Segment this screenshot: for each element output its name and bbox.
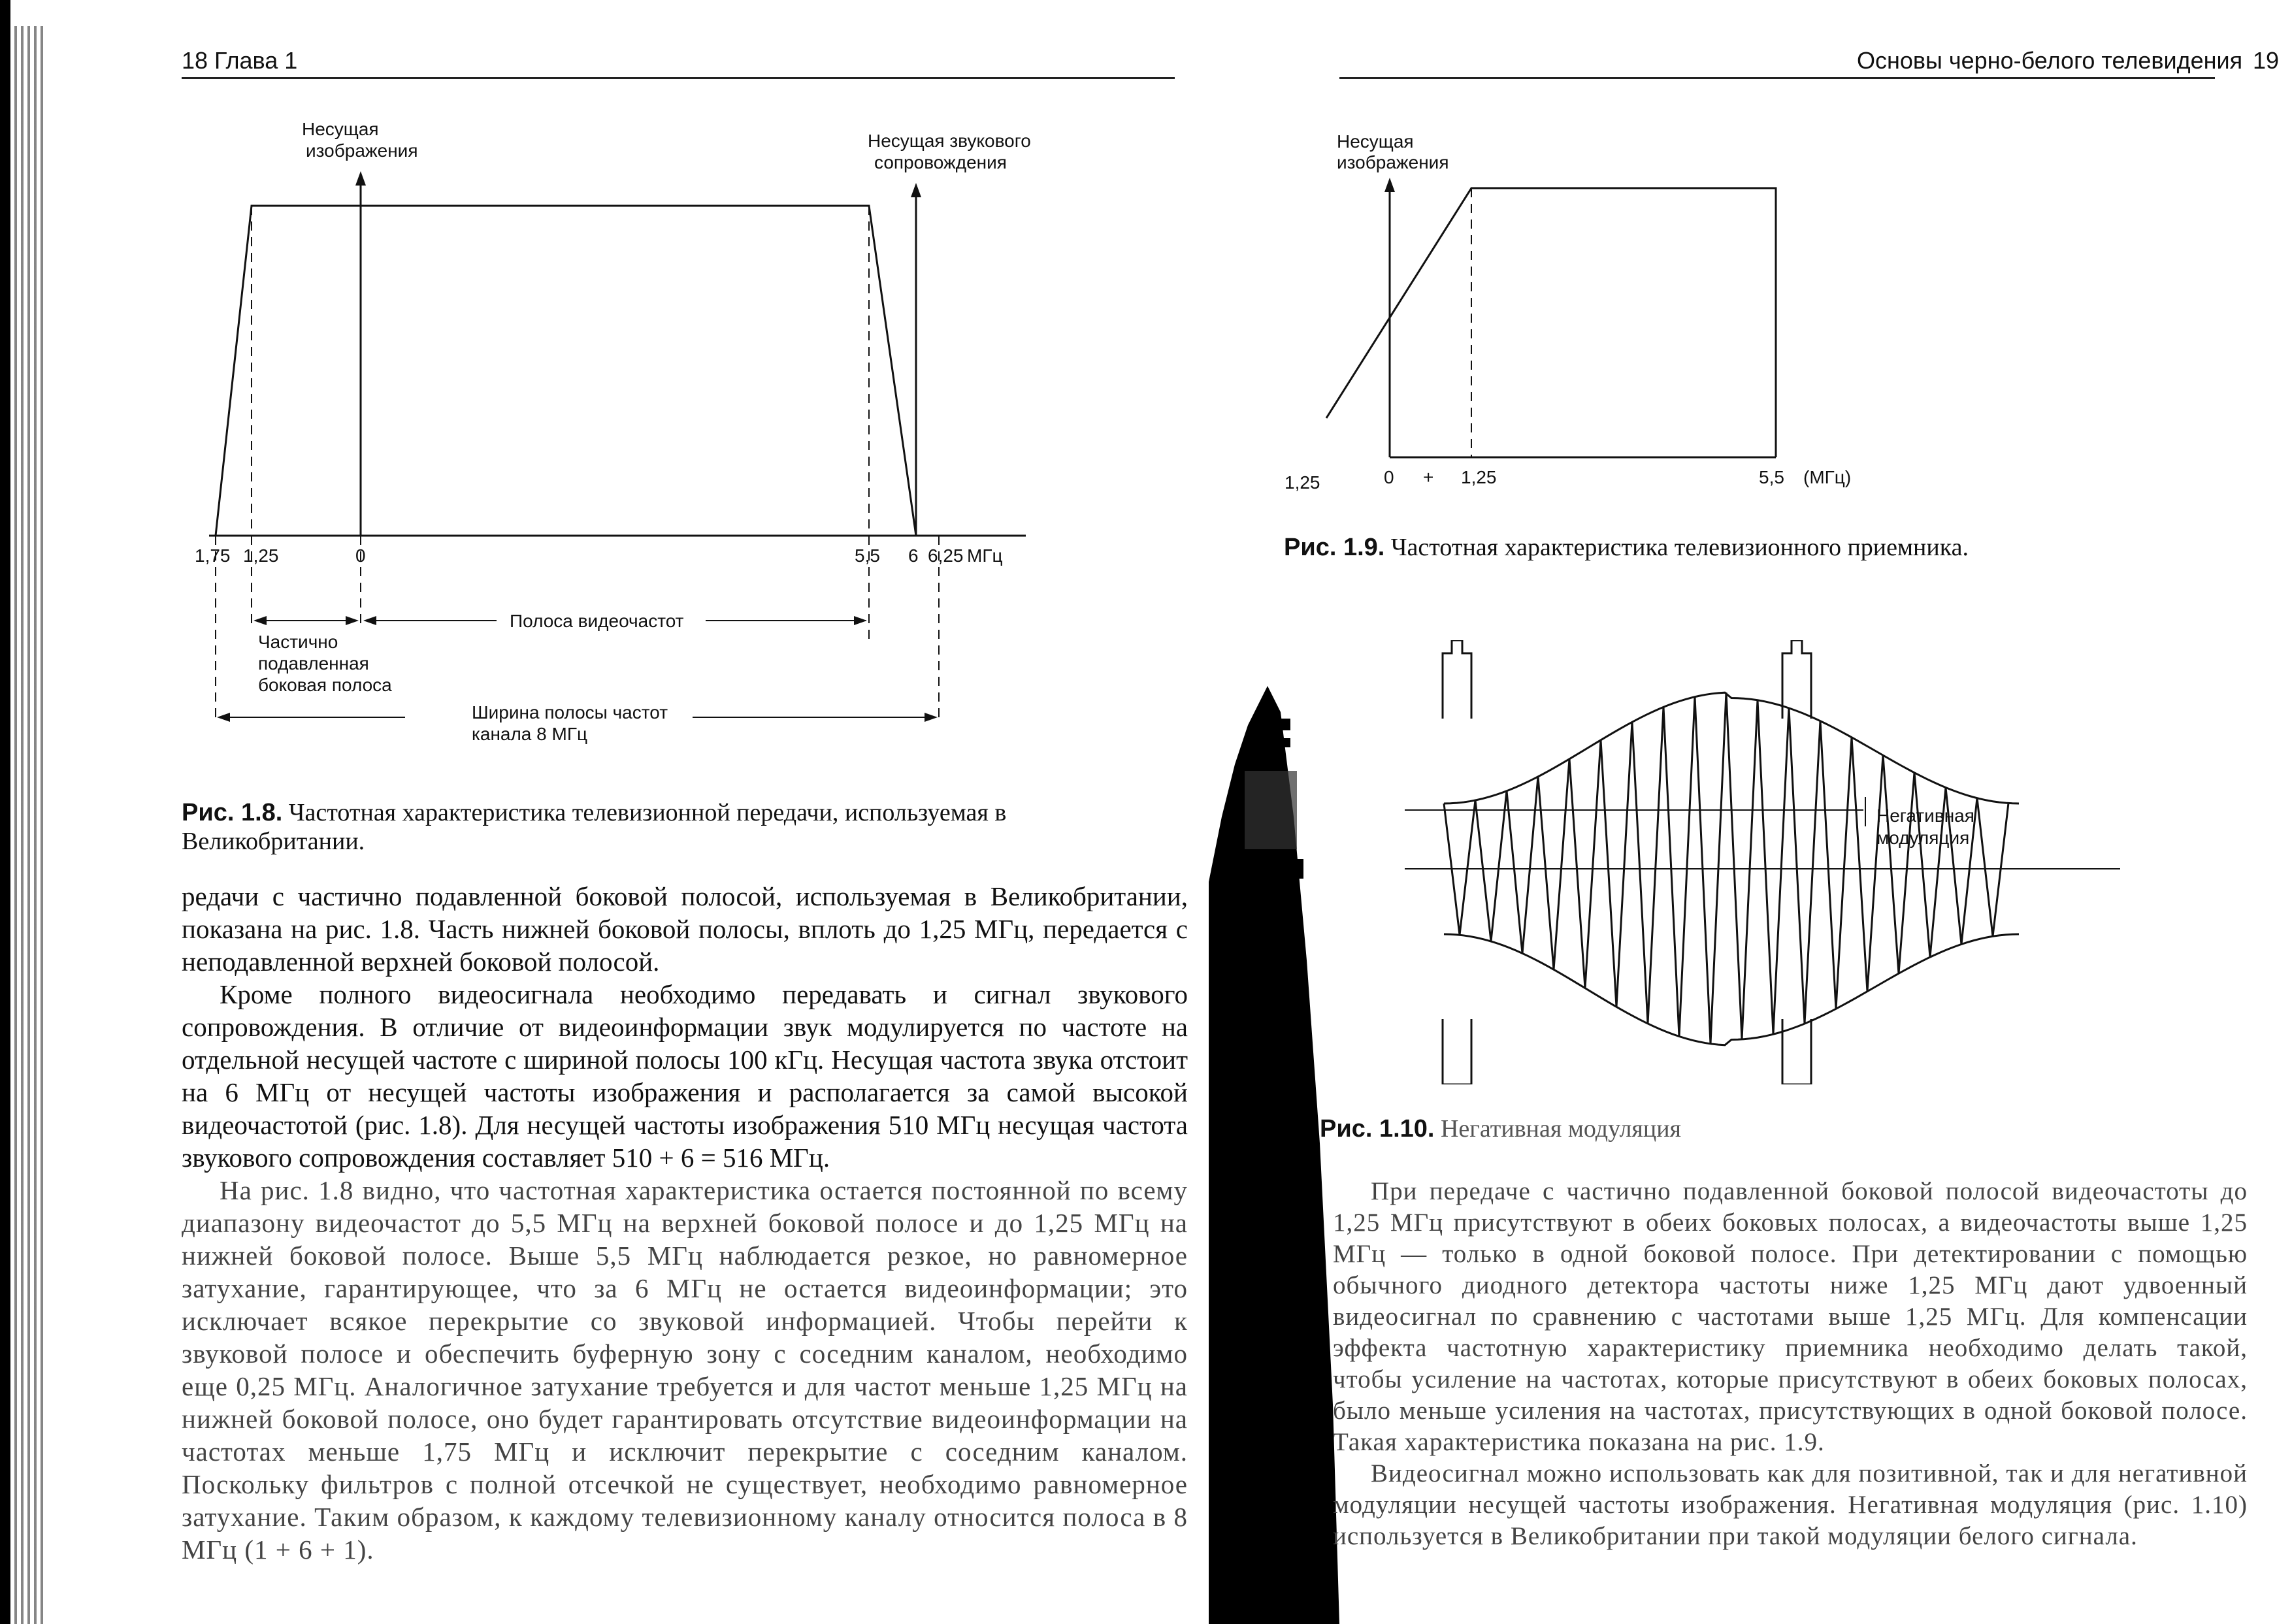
fig110-carrier-zigzag [1444, 692, 2008, 1044]
fig19-tick-neg: 1,25 [1285, 472, 1320, 493]
left-paragraph-3: На рис. 1.8 видно, что частотная характеристика остается постоянной по всему диапазону видеочастот до 5,5 МГц на верхней боковой полосе и до 1,25 МГц на нижней боковой полосе. Выше 5,5 МГц наблюдается резкое, но равномерное затухание, гарантирующее, что за 6 МГц не остается видеоинформации; это исключает всякое перекрытие со звуковой информацией. Чтобы перейти к звуковой полосе и обеспечить буферную зону с соседним каналом, необходимо еще 0,25 МГц. Аналогичное затухание требуется и для частот меньше 1,25 МГц на нижней боковой полосе, оно будет гарантировать отсутствие видеоинформации на частотах меньше 1,75 МГц и исключит перекрытие с соседним каналом. Поскольку фильтров с полной отсечкой не существует, необходимо равномерное затухание. Таким образом, к каждому телевизионному каналу относится полоса в 8 МГц (1 + 6 + 1). [182, 1175, 1188, 1565]
fig110-envelope-lower [1444, 934, 2019, 1045]
gutter-shadow-top [1245, 719, 1303, 882]
fig18-tick-0: 0 [355, 545, 366, 566]
right-paragraph-1: При передаче с частично подавленной боковой полосой видеочастоты до 1,25 МГц присутствуют в обеих боковых полосах, а видеочастоты выше 1,25 МГц — только в одной боковой полосе. При детектировании с помощью обычного диодного детектора частоты ниже 1,25 МГц дают удвоенный видеосигнал по сравнению с частотами выше 1,25 МГц. Для компенсации эффекта частотную характеристику приемника необходимо делать такой, чтобы усиление на частотах, которые присутствуют в обеих боковых полосах, было меньше усиления на частотах, присутствующих в одной боковой полосе. Такая характеристика показана на рис. 1.9. [1333, 1177, 2248, 1456]
fig18-response-curve [216, 206, 916, 536]
right-header-rule [1339, 77, 2215, 79]
right-paragraph-2: Видеосигнал можно использовать как для позитивной, так и для негативной модуляции несущей частоты изображения. Негативная модуляция (рис. 1.10) используется в Великобритании при такой модуляции белого сигнала. [1333, 1459, 2248, 1550]
left-running-header: 18 Глава 1 [182, 47, 298, 74]
fig19-label-image-2: изображения [1337, 152, 1449, 172]
fig18-tick-55: 5,5 [855, 545, 880, 566]
fig19-tick-unit: (МГц) [1803, 467, 1852, 487]
binding-left-shadow [14, 26, 43, 1624]
fig18-label-channel-1: Ширина полосы частот [472, 702, 668, 723]
figure-1-9 [1281, 131, 1869, 496]
fig110-label-negative-1: Негативная [1876, 805, 1974, 826]
fig19-tick-125: 1,25 [1461, 467, 1497, 487]
caption-1-10-text: Негативная модуляция [1440, 1115, 1682, 1143]
fig18-label-vsb-1: Частично [258, 632, 338, 652]
fig18-tick-175: 1,75 [195, 545, 231, 566]
figure-1-8 [189, 118, 1052, 758]
fig19-tick-0: 0 [1384, 467, 1394, 487]
fig19-response-curve [1326, 188, 1776, 457]
fig18-tick-6: 6 [908, 545, 919, 566]
caption-1-9-text: Частотная характеристика телевизионного приемника. [1390, 534, 1969, 561]
fig19-tick-plus: + [1423, 467, 1434, 487]
left-paragraph-2: Кроме полного видеосигнала необходимо передавать и сигнал звукового сопровождения. В отличие от видеоинформации звук модулируется по частоте на отдельной несущей частоте с шириной полосы 100 кГц. Несущая частота звука отстоит на 6 МГц от несущей частоты изображения и располагается за самой высокой видеочастотой (рис. 1.8). Для несущей частоты изображения 510 МГц несущая частота звукового сопровождения составляет 510 + 6 = 516 МГц. [182, 979, 1188, 1173]
fig18-label-video-band: Полоса видеочастот [510, 611, 684, 631]
fig110-sync-pulse-left [1443, 640, 1471, 1084]
fig18-label-channel-2: канала 8 МГц [472, 724, 588, 744]
binding-left-bar [0, 0, 10, 1624]
fig110-label-negative-2: модуляция [1876, 828, 1970, 848]
left-body-text [182, 880, 1188, 1566]
fig19-label-image-1: Несущая [1337, 131, 1414, 152]
caption-1-8 [182, 798, 1188, 856]
fig18-label-sound-1: Несущая звукового [868, 131, 1031, 151]
caption-1-10 [1320, 1114, 2235, 1143]
fig19-tick-55: 5,5 [1759, 467, 1784, 487]
caption-1-9 [1284, 533, 2199, 562]
left-header-rule [182, 77, 1175, 79]
right-running-header: Основы черно-белого телевидения [1857, 47, 2243, 74]
caption-1-10-number: Рис. 1.10. [1320, 1115, 1435, 1143]
fig18-label-vsb-2: подавленная [258, 653, 369, 674]
fig110-carrier-wave [1443, 640, 2019, 1084]
fig18-label-image-2: изображения [306, 140, 418, 161]
figure-1-10 [1366, 640, 2267, 1084]
fig18-tick-125: 1,25 [243, 545, 279, 566]
left-paragraph-1: редачи с частично подавленной боковой полосой, используемая в Великобритании, показана на рис. 1.8. Часть нижней боковой полосы, вплоть до 1,25 МГц, передается с неподавленной верхней боковой полосой. [182, 881, 1188, 977]
fig18-tick-unit: МГц [967, 545, 1003, 566]
fig18-label-image-1: Несущая [302, 119, 379, 139]
right-body-text [1333, 1176, 2248, 1552]
caption-1-8-number: Рис. 1.8. [182, 799, 283, 826]
fig18-tick-625: 6,25 [928, 545, 964, 566]
fig18-label-vsb-3: боковая полоса [258, 675, 392, 695]
fig18-label-sound-2: сопровождения [874, 152, 1007, 172]
caption-1-9-number: Рис. 1.9. [1284, 534, 1385, 561]
caption-1-8-text: Частотная характеристика телевизионной передачи, используемая в Великобритании. [182, 799, 1007, 855]
right-page-number: 19 [2253, 47, 2280, 74]
